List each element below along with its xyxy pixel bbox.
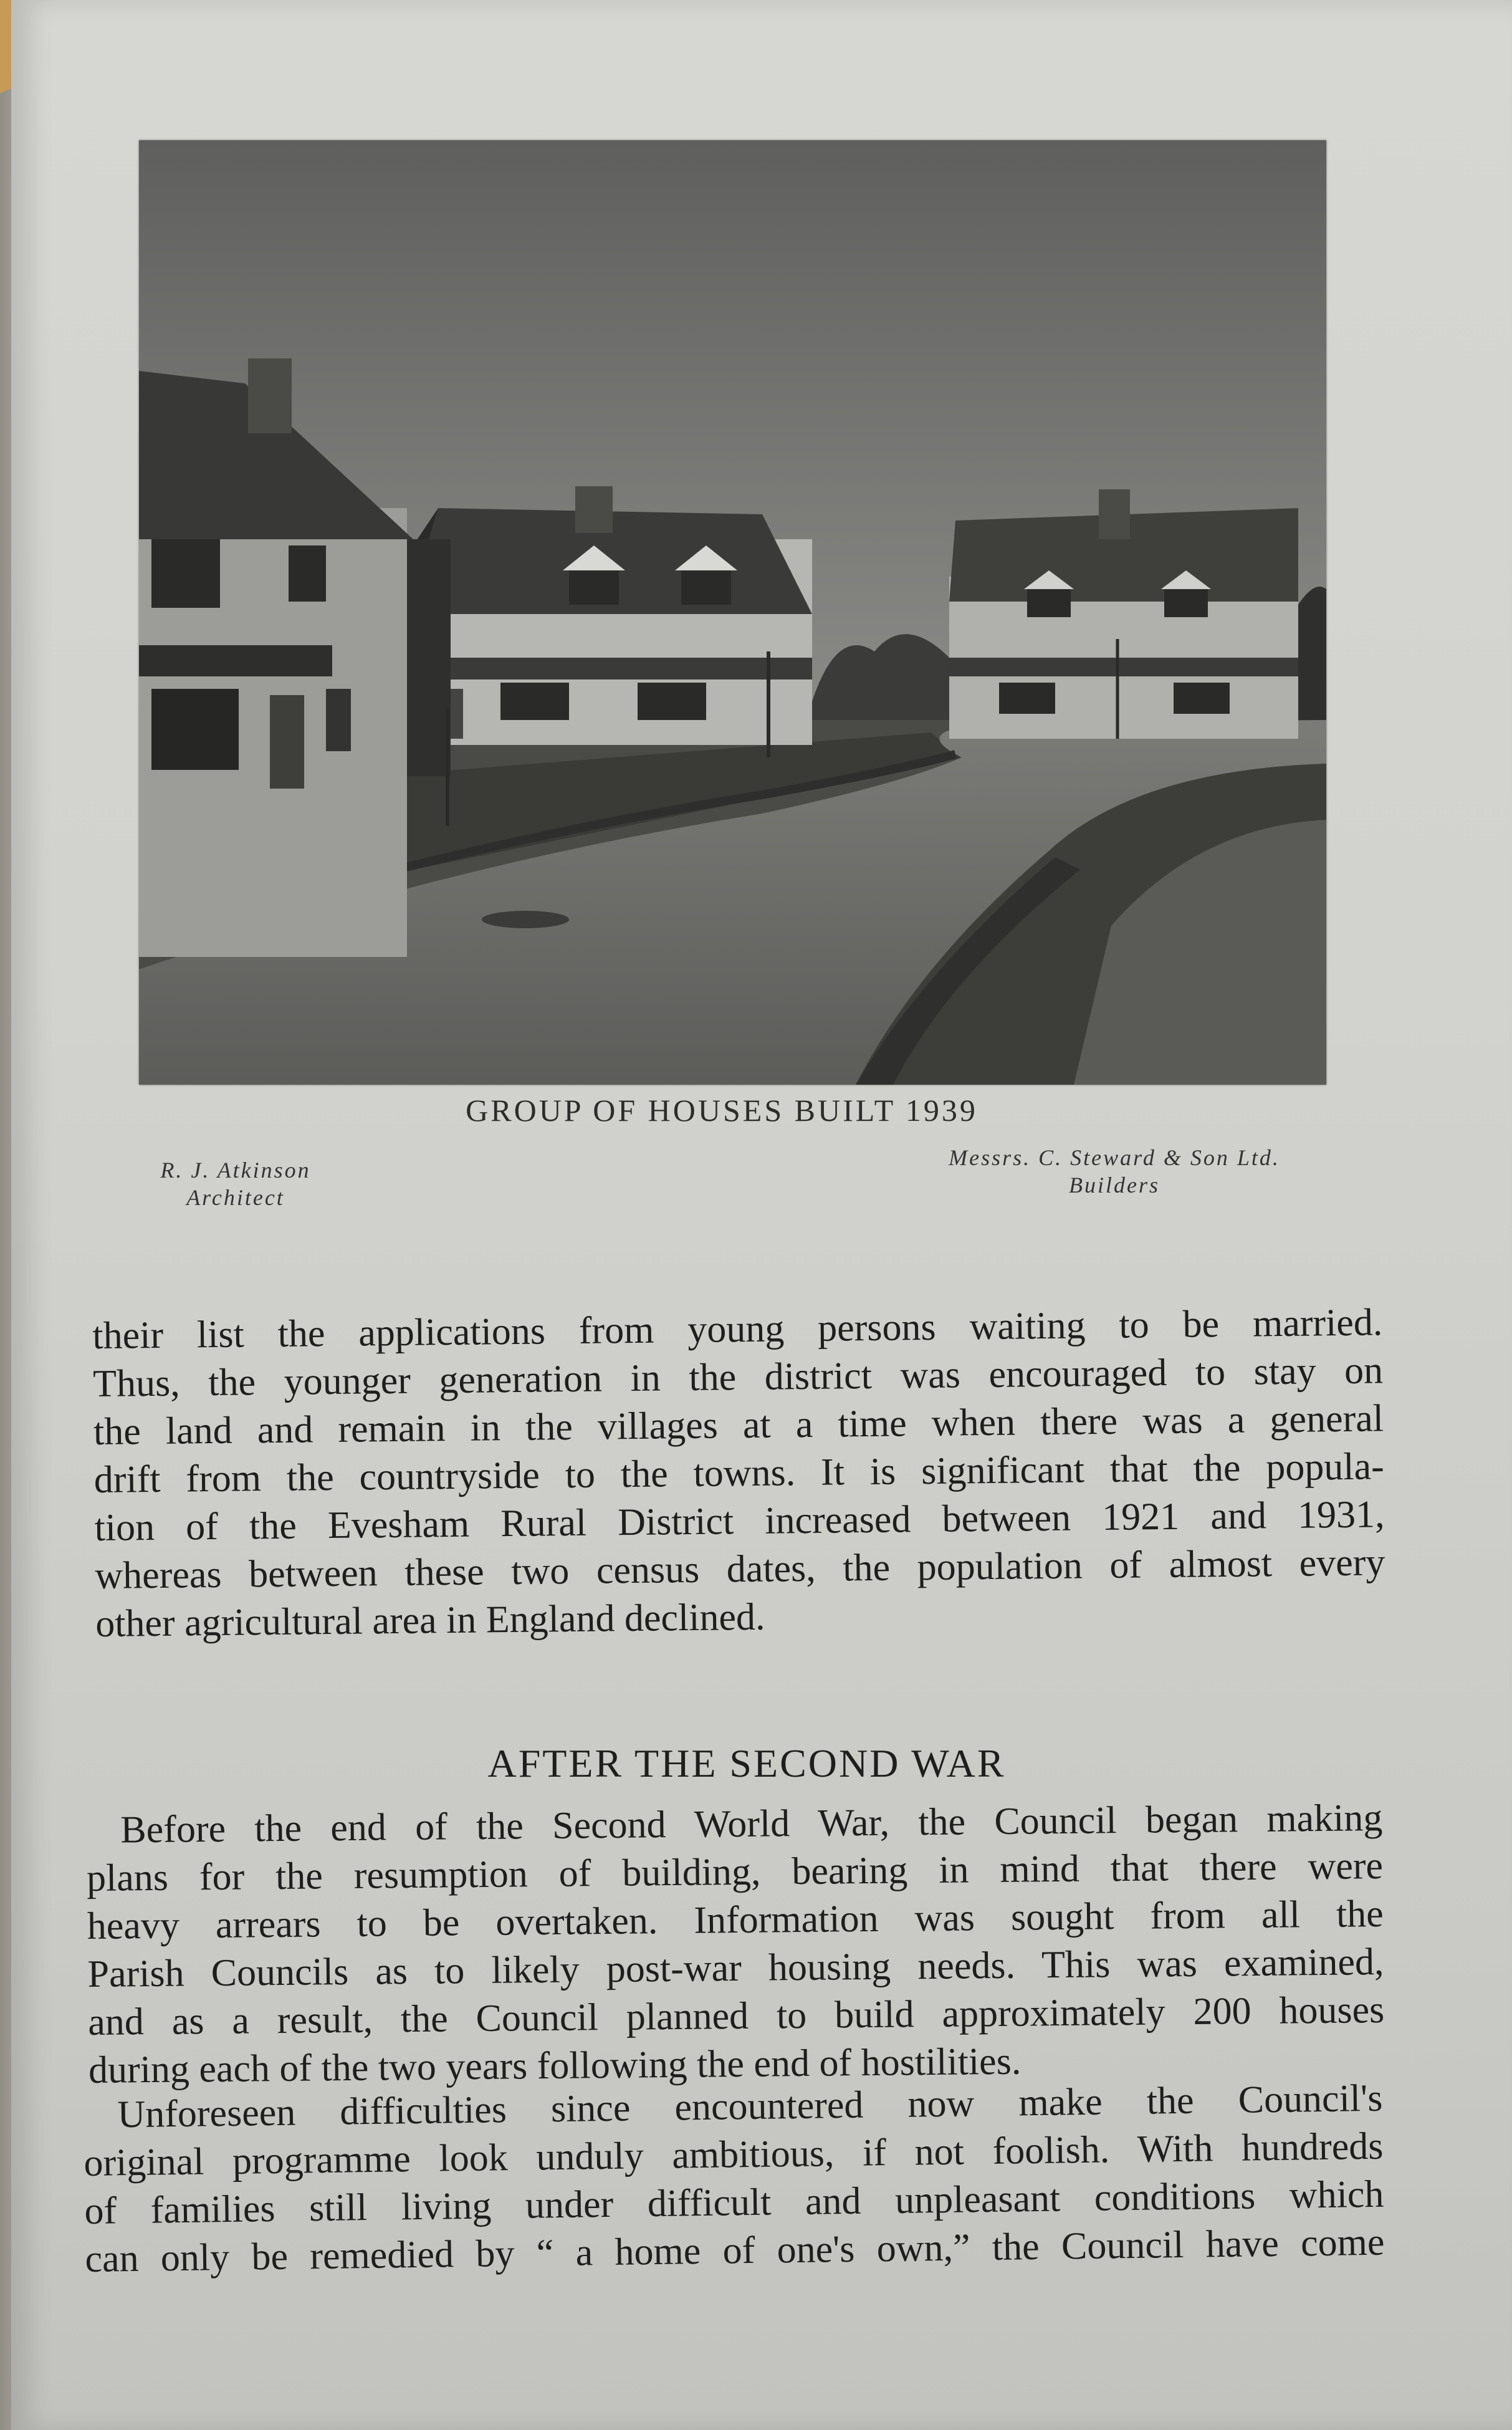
text-line: and as a result, the Council planned to build approximately 200 houses	[87, 1989, 1385, 2043]
architect-role: Architect	[186, 1185, 285, 1210]
text-line: original programme look unduly ambitious, if not foolish. With hundreds	[84, 2125, 1384, 2184]
text-line: heavy arrears to be overtaken. Information was sought from all the	[87, 1893, 1384, 1947]
builder-role: Builders	[1069, 1173, 1160, 1198]
text-line: Before the end of the Second World War, the Council began making	[120, 1797, 1383, 1851]
section-heading: AFTER THE SECOND WAR	[487, 1741, 1006, 1785]
text-line: can only be remedied by “ a home of one's own,” the Council have come	[85, 2221, 1385, 2280]
house-photograph	[139, 140, 1326, 1085]
builder-name: Messrs. C. Steward & Son Ltd.	[949, 1145, 1280, 1170]
text-line: plans for the resumption of building, bearing in mind that there were	[86, 1845, 1384, 1899]
text-line: other agricultural area in England declined.	[95, 1595, 765, 1645]
text-line: drift from the countryside to the towns. It is significant that the popula-	[93, 1445, 1385, 1501]
text-line: Unforeseen difficulties since encountered now make the Council's	[117, 2077, 1383, 2136]
intro-paragraph	[92, 1299, 1386, 1648]
book-page	[11, 0, 1512, 2430]
text-line: during each of the two years following the end of hostilities.	[88, 2040, 1022, 2091]
final-paragraph	[83, 2075, 1385, 2284]
text-line: tion of the Evesham Rural District increased between 1921 and 1931,	[94, 1493, 1385, 1549]
architect-name: R. J. Atkinson	[160, 1158, 311, 1183]
text-line: Thus, the younger generation in the district was encouraged to stay on	[92, 1349, 1384, 1405]
text-line: their list the applications from young persons waiting to be married.	[92, 1301, 1383, 1357]
text-line: Parish Councils as to likely post-war housing needs. This was examined,	[87, 1941, 1384, 1995]
text-line: whereas between these two census dates, the population of almost every	[95, 1541, 1385, 1597]
text-line: the land and remain in the villages at a time when there was a general	[93, 1397, 1384, 1453]
photo-caption: GROUP OF HOUSES BUILT 1939	[466, 1093, 978, 1128]
text-line: of families still living under difficult and unpleasant conditions which	[84, 2173, 1384, 2232]
section-paragraph	[86, 1794, 1385, 2095]
builder-credit	[884, 1144, 1345, 1199]
architect-credit	[133, 1156, 338, 1211]
